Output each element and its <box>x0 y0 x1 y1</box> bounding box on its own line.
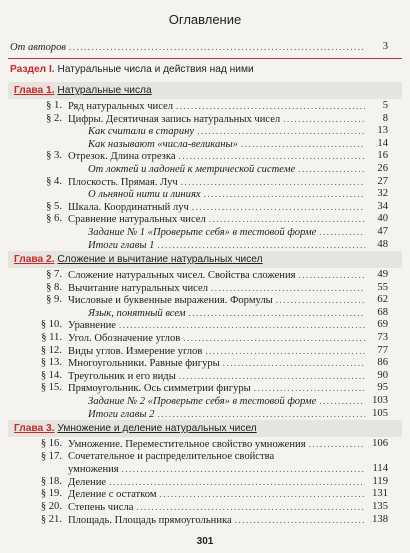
entry-text: Угол. Обозначение углов <box>68 333 181 344</box>
entry-page: 86 <box>377 357 388 369</box>
leader-dots <box>157 407 365 421</box>
entry-page: 47 <box>377 226 388 237</box>
entry-page: 95 <box>377 382 388 394</box>
entry-text: Задание № 2 «Проверьте себя» в тестовой форме <box>88 396 317 407</box>
entry-text: Треугольник и его виды <box>68 370 176 382</box>
chapter-name: Натуральные числа <box>57 85 152 96</box>
entry-page: 27 <box>377 175 388 187</box>
toc-entry[interactable] <box>0 513 410 527</box>
page-number: 301 <box>196 536 214 547</box>
entry-page: 106 <box>372 438 388 449</box>
chapter-name: Умножение и деление натуральных чисел <box>57 423 257 434</box>
entry-page: 73 <box>377 332 388 343</box>
entry-text: умножения <box>68 464 119 476</box>
entry-text: Виды углов. Измерение углов <box>68 345 203 357</box>
entry-text: Сложение натуральных чисел. Свойства сложения <box>68 270 296 281</box>
entry-page: 26 <box>377 163 388 174</box>
entry-number: § 15. <box>40 382 62 394</box>
entry-page: 8 <box>382 112 388 124</box>
entry-text: Отрезок. Длина отрезка <box>68 151 176 163</box>
section-heading <box>10 63 254 77</box>
entry-page: 55 <box>377 281 388 293</box>
entry-page: 90 <box>377 369 388 381</box>
entry-number: § 10. <box>40 319 62 331</box>
entry-text: От локтей и ладоней к метрической системе <box>88 164 296 175</box>
leader-dots <box>235 513 365 527</box>
entry-text: Деление <box>68 476 107 488</box>
entry-number: § 5. <box>46 200 62 212</box>
entry-number: § 17. <box>40 450 62 462</box>
chapter-3-heading[interactable] <box>14 422 257 436</box>
entry-text: Деление с остатком <box>68 489 157 501</box>
entry-text: Прямоугольник. Ось симметрии фигуры <box>68 383 251 395</box>
entry-text: Сравнение натуральных чисел <box>68 214 206 226</box>
entry-text: Площадь. Площадь прямоугольника <box>68 514 232 526</box>
entry-page: 5 <box>382 100 388 111</box>
entry-text: Степень числа <box>68 502 134 513</box>
entry-page: 138 <box>372 513 388 525</box>
entry-number: § 12. <box>40 344 62 356</box>
entry-text: Плоскость. Прямая. Луч <box>68 176 178 188</box>
entry-text: Вычитание натуральных чисел <box>68 282 208 294</box>
entry-text: Цифры. Десятичная запись натуральных чисел <box>68 113 281 125</box>
entry-number: § 9. <box>46 294 62 306</box>
entry-page: 40 <box>377 213 388 225</box>
entry-text: Многоугольники. Равные фигуры <box>68 358 220 370</box>
section-rule <box>8 58 402 59</box>
leader-dots <box>69 40 365 54</box>
entry-page: 69 <box>377 319 388 331</box>
entry-number: § 4. <box>46 175 62 187</box>
entry-page: 77 <box>377 344 388 356</box>
entry-number: § 11. <box>41 332 62 343</box>
entry-page: 135 <box>372 501 388 512</box>
toc-entry[interactable] <box>0 238 410 252</box>
section-label: Раздел I. <box>10 64 55 75</box>
entry-page: 103 <box>372 395 388 406</box>
entry-text: Язык, понятный всем <box>88 307 186 319</box>
toc-entry[interactable] <box>0 407 410 421</box>
chapter-name: Сложение и вычитание натуральных чисел <box>57 254 263 265</box>
entry-number: § 18. <box>40 475 62 487</box>
chapter-label: Глава 1. <box>14 85 55 96</box>
entry-text: Умножение. Переместительное свойство умножения <box>68 439 306 450</box>
entry-number: § 3. <box>46 150 62 162</box>
entry-number: § 6. <box>46 213 62 225</box>
section-name: Натуральные числа и действия над ними <box>57 64 254 75</box>
entry-number: § 2. <box>46 112 62 124</box>
entry-number: § 7. <box>46 269 62 280</box>
entry-text: От авторов <box>10 42 66 53</box>
chapter-label: Глава 2. <box>14 254 55 265</box>
entry-page: 68 <box>377 306 388 318</box>
entry-text: Как считали в старину <box>88 126 195 138</box>
entry-number: § 8. <box>46 281 62 293</box>
entry-text: Задание № 1 «Проверьте себя» в тестовой форме <box>88 227 317 238</box>
entry-text: Ряд натуральных чисел <box>68 101 174 112</box>
chapter-2-heading[interactable] <box>14 253 263 267</box>
entry-page: 105 <box>372 407 388 419</box>
entry-page: 48 <box>377 238 388 250</box>
entry-page: 34 <box>377 200 388 212</box>
entry-number: § 19. <box>40 488 62 500</box>
entry-page: 62 <box>377 294 388 306</box>
entry-page: 131 <box>372 488 388 500</box>
entry-text: Итоги главы 1 <box>88 239 155 251</box>
chapter-1-heading[interactable] <box>14 84 152 98</box>
entry-text: Числовые и буквенные выражения. Формулы <box>68 295 273 307</box>
entry-page: 32 <box>377 188 388 200</box>
entry-text: Как называют «числа-великаны» <box>88 138 238 150</box>
entry-number: § 14. <box>40 369 62 381</box>
entry-text: Уравнение <box>68 320 116 332</box>
entry-page: 16 <box>377 150 388 162</box>
entry-number: § 16. <box>40 438 62 449</box>
entry-page: 14 <box>377 137 388 149</box>
entry-text: Итоги главы 2 <box>88 408 155 420</box>
entry-page: 13 <box>377 125 388 137</box>
entry-number: § 20. <box>40 501 62 512</box>
entry-text: Шкала. Координатный луч <box>68 201 189 213</box>
entry-page: 49 <box>377 269 388 280</box>
entry-number: § 21. <box>40 513 62 525</box>
entry-number: § 13. <box>40 357 62 369</box>
entry-page: 119 <box>372 475 388 487</box>
entry-text: О льняной нити и линиях <box>88 189 201 201</box>
entry-page: 3 <box>382 41 388 52</box>
page-title: Оглавление <box>168 12 242 27</box>
entry-page: 114 <box>372 463 388 475</box>
leader-dots <box>157 238 365 252</box>
entry-number: § 1. <box>46 100 62 111</box>
toc-entry-authors[interactable] <box>0 40 410 54</box>
entry-text: Сочетательное и распределительное свойства <box>68 450 275 462</box>
chapter-label: Глава 3. <box>14 423 55 434</box>
